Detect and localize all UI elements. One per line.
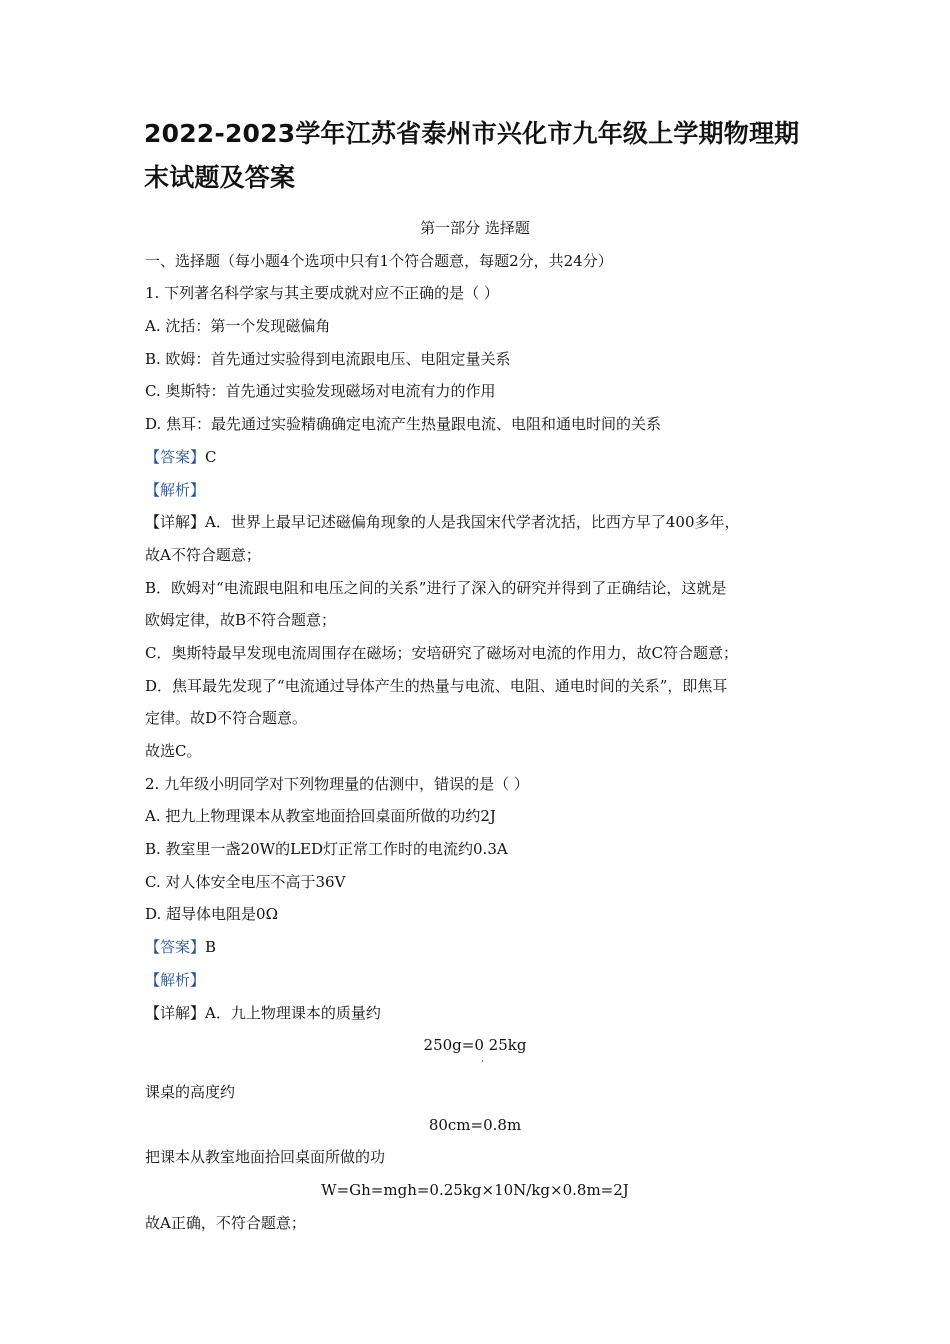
- document-body: [145, 212, 805, 1239]
- detail-text: A．九上物理课本的质量约: [205, 1003, 381, 1022]
- part-instruction: 一、选择题（每小题4个选项中只有1个符合题意，每题2分，共24分）: [145, 251, 613, 270]
- question-2-desk-text: 课桌的高度约: [145, 1082, 236, 1101]
- answer-value: B: [205, 938, 217, 957]
- question-2-work-text: 把课本从教室地面拾回桌面所做的功: [145, 1148, 386, 1167]
- question-1-stem: 1. 下列著名科学家与其主要成就对应不正确的是（ ）: [145, 284, 499, 303]
- question-1-detail-line: D．焦耳最先发现了“电流通过导体产生的热量与电流、电阻、通电时间的关系”，即焦耳: [145, 676, 728, 695]
- answer-tag: 【答案】: [145, 938, 206, 957]
- question-2-option-c: C. 对人体安全电压不高于36V: [145, 872, 346, 891]
- detail-tag: 【详解】: [145, 513, 206, 532]
- question-1-answer: [145, 441, 805, 474]
- question-1-option-a: A. 沈括：第一个发现磁偏角: [145, 317, 331, 336]
- question-2-detail-line: [145, 997, 805, 1030]
- question-1-detail-line: B．欧姆对“电流跟电阻和电压之间的关系”进行了深入的研究并得到了正确结论，这就是: [145, 578, 727, 597]
- small-mark: ,: [481, 1053, 484, 1064]
- answer-tag: 【答案】: [145, 447, 206, 466]
- answer-value: C: [205, 447, 217, 466]
- question-2-stem: 2. 九年级小明同学对下列物理量的估测中，错误的是（ ）: [145, 774, 529, 793]
- question-2-analysis-tag: 【解析】: [145, 970, 206, 989]
- formula-mass: 250g=0 25kg: [423, 1036, 527, 1055]
- question-1-analysis-tag: 【解析】: [145, 480, 206, 499]
- question-1-conclusion: 故选C。: [145, 742, 202, 760]
- question-1-detail-line: C．奥斯特最早发现电流周围存在磁场；安培研究了磁场对电流的作用力，故C符合题意；: [145, 643, 738, 662]
- question-2-answer: [145, 931, 805, 964]
- question-2-option-b: B. 教室里一盏20W的LED灯正常工作时的电流约0.3A: [145, 840, 508, 859]
- document-title: 2022-2023学年江苏省泰州市兴化市九年级上学期物理期末试题及答案: [144, 119, 800, 192]
- detail-tag: 【详解】: [145, 1003, 206, 1022]
- formula-height: 80cm=0.8m: [428, 1115, 522, 1134]
- question-2-option-a: A. 把九上物理课本从教室地面拾回桌面所做的功约2J: [145, 807, 496, 826]
- question-1-option-d: D. 焦耳：最先通过实验精确确定电流产生热量跟电流、电阻和通电时间的关系: [145, 415, 662, 434]
- formula-work: W=Gh=mgh=0.25kg×10N/kg×0.8m=2J: [321, 1180, 629, 1199]
- question-1-detail-line: 定律。故D不符合题意。: [145, 709, 308, 728]
- question-1-detail-line: 故A不符合题意；: [145, 545, 261, 564]
- question-1-detail-line: 欧姆定律，故B不符合题意；: [145, 611, 337, 630]
- question-2-option-d: D. 超导体电阻是0Ω: [145, 905, 279, 924]
- question-1-option-c: C. 奥斯特：首先通过实验发现磁场对电流有力的作用: [145, 382, 496, 401]
- question-2-conclusion: 故A正确，不符合题意；: [145, 1213, 306, 1232]
- formula-spacer: [145, 1053, 805, 1076]
- question-1-option-b: B. 欧姆：首先通过实验得到电流跟电压、电阻定量关系: [145, 349, 511, 368]
- detail-text: A．世界上最早记述磁偏角现象的人是我国宋代学者沈括，比西方早了400多年，: [205, 513, 740, 532]
- question-1-detail-line: [145, 506, 805, 539]
- section-heading: 第一部分 选择题: [420, 219, 530, 237]
